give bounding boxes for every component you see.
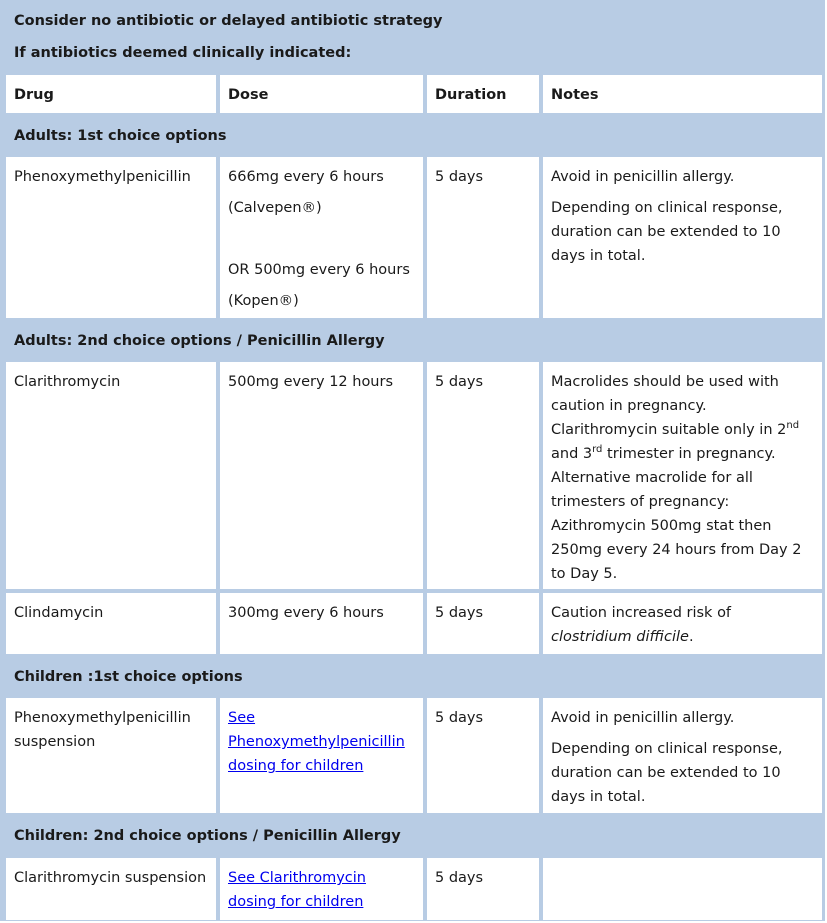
ordinal-suffix: nd bbox=[786, 420, 800, 432]
dose-text: OR 500mg every 6 hours bbox=[228, 262, 410, 278]
section-adults-first-choice: Adults: 1st choice options bbox=[14, 128, 227, 144]
duration-cell: 5 days bbox=[427, 362, 539, 589]
guidance-banner bbox=[1, 1, 824, 73]
note-text: Avoid in penicillin allergy. bbox=[551, 169, 735, 185]
note-text: Avoid in penicillin allergy. bbox=[551, 710, 735, 726]
note-text: Depending on clinical response, duration can be extended to 10 days in total. bbox=[551, 200, 783, 264]
banner-line-2: If antibiotics deemed clinically indicated: bbox=[14, 45, 352, 61]
duration-cell: 5 days bbox=[427, 858, 539, 920]
note-text bbox=[551, 601, 814, 649]
duration-cell: 5 days bbox=[427, 698, 539, 813]
column-header-drug: Drug bbox=[6, 75, 216, 113]
dose-cell bbox=[220, 698, 423, 813]
column-header-dose: Dose bbox=[220, 75, 423, 113]
notes-cell bbox=[543, 858, 822, 920]
note-part: Caution increased risk of bbox=[551, 605, 732, 621]
organism-name: clostridium difficile bbox=[551, 629, 689, 645]
note-part: Macrolides should be used with caution in pregnancy. Clarithromycin suitable only in 2 bbox=[551, 374, 787, 438]
ordinal-suffix: rd bbox=[592, 444, 603, 456]
note-text: Depending on clinical response, duration can be extended to 10 days in total. bbox=[551, 741, 783, 805]
section-children-second-choice: Children: 2nd choice options / Penicillin Allergy bbox=[14, 828, 401, 844]
table-row bbox=[1, 856, 824, 922]
note-part: and 3 bbox=[551, 446, 593, 462]
section-adults-second-choice: Adults: 2nd choice options / Penicillin Allergy bbox=[14, 333, 385, 349]
note-part: . bbox=[688, 629, 694, 645]
column-header-row bbox=[1, 73, 824, 115]
column-header-duration: Duration bbox=[427, 75, 539, 113]
notes-cell bbox=[543, 593, 822, 654]
note-part: trimester in pregnancy. Alternative macrolide for all trimesters of pregnancy: Azithromycin 500mg stat then 250mg every 24 hours from Day 2 to Day 5. bbox=[551, 446, 802, 582]
notes-cell bbox=[543, 157, 822, 318]
duration-cell: 5 days bbox=[427, 157, 539, 318]
section-children-first-choice: Children :1st choice options bbox=[14, 669, 243, 685]
dose-cell: 500mg every 12 hours bbox=[220, 362, 423, 589]
clarithromycin-dosing-link[interactable]: See Clarithromycin dosing for children bbox=[228, 870, 366, 910]
drug-cell: Phenoxymethylpenicillin bbox=[6, 157, 216, 318]
phenoxymethylpenicillin-dosing-link[interactable]: See Phenoxymethylpenicillin dosing for children bbox=[228, 710, 405, 774]
note-text bbox=[551, 370, 814, 586]
dose-cell: 300mg every 6 hours bbox=[220, 593, 423, 654]
duration-cell: 5 days bbox=[427, 593, 539, 654]
dose-cell bbox=[220, 157, 423, 318]
table-row bbox=[1, 155, 824, 320]
column-header-notes: Notes bbox=[543, 75, 822, 113]
drug-cell: Clarithromycin bbox=[6, 362, 216, 589]
dose-cell bbox=[220, 858, 423, 920]
dose-brand: (Calvepen®) bbox=[228, 200, 322, 216]
table-row bbox=[1, 696, 824, 815]
table-row bbox=[1, 591, 824, 656]
banner-line-1: Consider no antibiotic or delayed antibiotic strategy bbox=[14, 13, 443, 29]
table-row bbox=[1, 360, 824, 591]
drug-cell: Phenoxymethylpenicillin suspension bbox=[6, 698, 216, 813]
notes-cell bbox=[543, 698, 822, 813]
dose-brand: (Kopen®) bbox=[228, 293, 299, 309]
drug-cell: Clindamycin bbox=[6, 593, 216, 654]
drug-cell: Clarithromycin suspension bbox=[6, 858, 216, 920]
dose-text: 666mg every 6 hours bbox=[228, 169, 384, 185]
notes-cell bbox=[543, 362, 822, 589]
